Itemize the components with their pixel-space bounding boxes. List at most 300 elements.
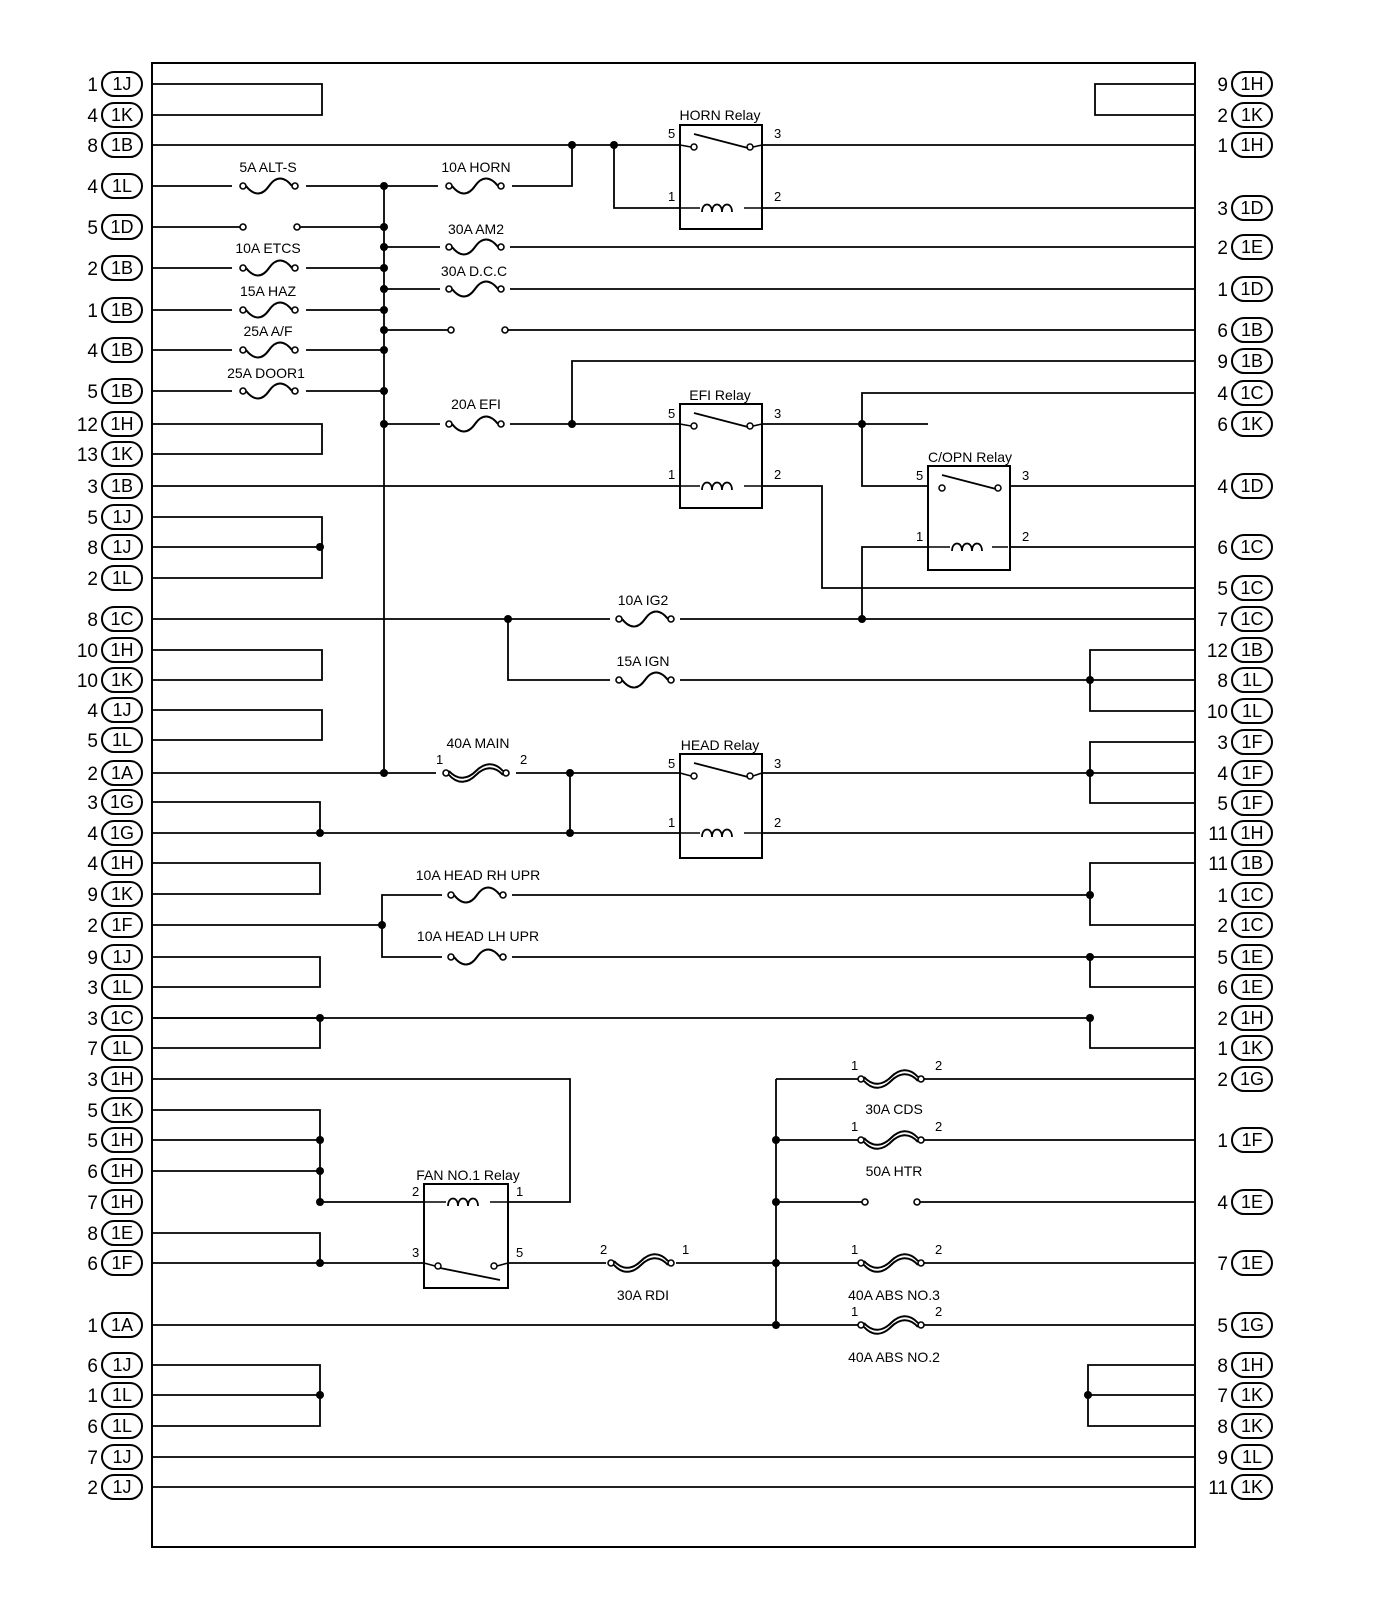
left-connector-34	[87, 1190, 142, 1214]
connector-id: 1C	[1240, 578, 1264, 598]
right-connector-8	[1217, 381, 1272, 405]
connector-pin-number: 8	[87, 136, 98, 157]
left-connector-29	[87, 1036, 142, 1060]
right-connector-7	[1217, 349, 1272, 373]
right-connector-23	[1217, 913, 1272, 937]
fuse-ig2-label: 10A IG2	[617, 592, 669, 608]
connector-pin-number: 3	[1217, 199, 1228, 220]
connector-id: 1E	[1240, 947, 1264, 967]
right-connector-11	[1217, 535, 1272, 559]
connector-pin-number: 11	[1208, 854, 1228, 875]
right-connector-30	[1217, 1190, 1272, 1214]
connector-id: 1C	[1240, 915, 1264, 935]
left-connector-12	[87, 505, 142, 529]
left-connector-14	[87, 566, 142, 590]
connector-id: 1C	[1240, 885, 1264, 905]
connector-id: 1K	[1240, 1038, 1264, 1058]
svg-text:1: 1	[851, 1058, 859, 1073]
connector-pin-number: 8	[87, 610, 98, 631]
connector-id: 1H	[110, 414, 134, 434]
connector-pin-number: 1	[87, 301, 98, 322]
connector-id: 1K	[110, 884, 134, 904]
fuse-symbols	[240, 179, 924, 1334]
connector-id: 1B	[1240, 853, 1264, 873]
connector-id: 1K	[110, 670, 134, 690]
connector-pin-number: 5	[1217, 579, 1228, 600]
connector-id: 1B	[110, 300, 134, 320]
connector-pin-number: 7	[1217, 1386, 1228, 1407]
svg-text:5: 5	[668, 126, 676, 141]
fuse-main-label: 40A MAIN	[446, 735, 510, 751]
connector-id: 1D	[1240, 279, 1264, 299]
left-connector-5	[87, 256, 142, 280]
connector-id: 1F	[111, 1253, 133, 1273]
left-connector-37	[87, 1313, 142, 1337]
left-connector-20	[87, 761, 142, 785]
efi-relay	[668, 387, 781, 508]
fuse-horn-label: 10A HORN	[441, 159, 511, 175]
svg-text:5: 5	[668, 756, 676, 771]
svg-text:1: 1	[916, 529, 924, 544]
left-connector-41	[87, 1445, 142, 1469]
connector-id: 1H	[110, 640, 134, 660]
horn-relay	[668, 107, 781, 229]
connector-pin-number: 5	[1217, 794, 1228, 815]
connector-id: 1C	[110, 1008, 134, 1028]
connector-pin-number: 5	[1217, 1316, 1228, 1337]
connector-pin-number: 1	[1217, 280, 1228, 301]
left-connector-24	[87, 882, 142, 906]
fuse-htr-label: 50A HTR	[865, 1163, 923, 1179]
left-connector-32	[87, 1128, 142, 1152]
connector-pin-number: 6	[87, 1162, 98, 1183]
svg-text:2: 2	[935, 1242, 943, 1257]
right-connector-35	[1217, 1414, 1272, 1438]
right-connector-4	[1217, 235, 1272, 259]
left-connector-30	[87, 1067, 142, 1091]
connector-id: 1L	[111, 568, 133, 588]
right-connector-20	[1208, 821, 1272, 845]
connector-pin-number: 6	[1217, 538, 1228, 559]
head-relay	[668, 737, 781, 858]
left-connector-column	[77, 72, 142, 1499]
right-connector-17	[1217, 730, 1272, 754]
connector-pin-number: 12	[76, 415, 98, 436]
fuse-labels	[227, 159, 943, 1365]
connector-pin-number: 9	[87, 885, 98, 906]
right-connector-25	[1217, 975, 1272, 999]
svg-text:2: 2	[520, 752, 528, 767]
connector-id: 1J	[112, 74, 132, 94]
left-connector-3	[87, 174, 142, 198]
right-connector-28	[1217, 1067, 1272, 1091]
connector-pin-number: 9	[1217, 352, 1228, 373]
connector-pin-number: 8	[1217, 671, 1228, 692]
right-connector-26	[1217, 1006, 1272, 1030]
svg-text:3: 3	[412, 1245, 420, 1260]
svg-text:1: 1	[668, 815, 676, 830]
connector-id: 1L	[111, 1038, 133, 1058]
connector-id: 1D	[1240, 476, 1264, 496]
connector-id: 1E	[110, 1223, 134, 1243]
connector-pin-number: 6	[87, 1356, 98, 1377]
left-connector-22	[87, 821, 142, 845]
connector-id: 1F	[1241, 793, 1263, 813]
fan1-relay	[412, 1167, 523, 1288]
right-connector-29	[1217, 1128, 1272, 1152]
connector-id: 1L	[1241, 701, 1263, 721]
connector-id: 1L	[111, 1385, 133, 1405]
svg-text:5: 5	[916, 468, 924, 483]
svg-text:2: 2	[412, 1184, 420, 1199]
connector-pin-number: 4	[87, 177, 98, 198]
connector-pin-number: 7	[87, 1039, 98, 1060]
left-connector-39	[87, 1383, 142, 1407]
fuse-abs2-label: 40A ABS NO.2	[848, 1349, 940, 1365]
connector-pin-number: 1	[87, 1386, 98, 1407]
left-connector-4	[87, 215, 142, 239]
left-connector-38	[87, 1353, 142, 1377]
left-connector-40	[87, 1414, 142, 1438]
svg-text:3: 3	[774, 756, 782, 771]
connector-pin-number: 5	[87, 1101, 98, 1122]
connector-id: 1H	[1240, 823, 1264, 843]
right-connector-column	[1207, 72, 1272, 1499]
connector-pin-number: 5	[87, 382, 98, 403]
connector-id: 1J	[112, 1447, 132, 1467]
connector-pin-number: 4	[87, 341, 98, 362]
svg-text:2: 2	[1022, 529, 1030, 544]
connector-pin-number: 2	[1217, 1009, 1228, 1030]
svg-text:2: 2	[774, 467, 782, 482]
connector-pin-number: 7	[87, 1448, 98, 1469]
connector-pin-number: 4	[1217, 477, 1228, 498]
connector-pin-number: 5	[87, 218, 98, 239]
left-connector-15	[87, 607, 142, 631]
connector-id: 1H	[110, 1130, 134, 1150]
right-connector-18	[1217, 761, 1272, 785]
right-connector-12	[1217, 576, 1272, 600]
connector-id: 1G	[1239, 1069, 1265, 1089]
connector-pin-number: 9	[1217, 1448, 1228, 1469]
connector-id: 1H	[110, 1192, 134, 1212]
left-connector-28	[87, 1006, 142, 1030]
connector-pin-number: 4	[87, 854, 98, 875]
connector-id: 1A	[110, 1315, 134, 1335]
connector-pin-number: 11	[1208, 824, 1228, 845]
connector-id: 1L	[111, 1416, 133, 1436]
connector-id: 1G	[109, 823, 135, 843]
connector-pin-number: 6	[87, 1417, 98, 1438]
connector-pin-number: 1	[87, 1316, 98, 1337]
left-connector-19	[87, 728, 142, 752]
fuse-etcs-label: 10A ETCS	[235, 240, 301, 256]
left-connector-11	[87, 474, 142, 498]
fuse-door1-label: 25A DOOR1	[227, 365, 305, 381]
svg-text:1: 1	[682, 1242, 690, 1257]
right-connector-9	[1217, 412, 1272, 436]
connector-pin-number: 7	[1217, 1254, 1228, 1275]
right-connector-14	[1207, 638, 1272, 662]
left-connector-16	[77, 638, 142, 662]
connector-pin-number: 3	[1217, 733, 1228, 754]
connector-pin-number: 6	[1217, 415, 1228, 436]
connector-pin-number: 1	[1217, 1131, 1228, 1152]
connector-id: 1B	[110, 381, 134, 401]
svg-text:5: 5	[668, 406, 676, 421]
right-connector-0	[1217, 72, 1272, 96]
svg-text:2: 2	[935, 1304, 943, 1319]
left-connector-9	[77, 412, 142, 436]
connector-id: 1F	[111, 915, 133, 935]
svg-text:3: 3	[774, 126, 782, 141]
fuse-rdi-label: 30A RDI	[616, 1287, 670, 1303]
connector-pin-number: 6	[1217, 321, 1228, 342]
connector-id: 1B	[110, 340, 134, 360]
fuse-am2-label: 30A AM2	[447, 221, 505, 237]
connector-pin-number: 2	[87, 764, 98, 785]
connector-id: 1H	[110, 853, 134, 873]
connector-pin-number: 2	[1217, 238, 1228, 259]
connector-pin-number: 3	[87, 477, 98, 498]
connector-pin-number: 2	[1217, 106, 1228, 127]
connector-pin-number: 2	[1217, 1070, 1228, 1091]
left-connector-33	[87, 1159, 142, 1183]
right-connector-36	[1217, 1445, 1272, 1469]
connector-pin-number: 6	[87, 1254, 98, 1275]
connector-pin-number: 4	[87, 701, 98, 722]
connector-pin-number: 7	[1217, 610, 1228, 631]
right-connector-16	[1207, 699, 1272, 723]
left-connector-21	[87, 790, 142, 814]
connector-id: 1J	[112, 537, 132, 557]
connector-id: 1E	[1240, 1192, 1264, 1212]
connector-pin-number: 6	[1217, 978, 1228, 999]
connector-pin-number: 8	[87, 538, 98, 559]
right-connector-33	[1217, 1353, 1272, 1377]
connector-pin-number: 2	[87, 569, 98, 590]
copn-relay-label: C/OPN Relay	[927, 449, 1013, 465]
connector-id: 1J	[112, 1477, 132, 1497]
connector-pin-number: 11	[1208, 1478, 1228, 1499]
connector-id: 1B	[110, 135, 134, 155]
connector-pin-number: 2	[87, 1478, 98, 1499]
connector-pin-number: 10	[76, 641, 98, 662]
left-connector-10	[77, 442, 142, 466]
left-connector-2	[87, 133, 142, 157]
connector-pin-number: 9	[87, 948, 98, 969]
connector-id: 1K	[1240, 105, 1264, 125]
fuse-abs3-label: 40A ABS NO.3	[848, 1287, 940, 1303]
left-connector-23	[87, 851, 142, 875]
connector-pin-number: 8	[1217, 1356, 1228, 1377]
left-connector-7	[87, 338, 142, 362]
connector-pin-number: 5	[1217, 948, 1228, 969]
right-connector-1	[1217, 103, 1272, 127]
connector-pin-number: 1	[1217, 136, 1228, 157]
connector-id: 1L	[111, 977, 133, 997]
left-connector-1	[87, 103, 142, 127]
connector-id: 1C	[1240, 537, 1264, 557]
connector-id: 1B	[1240, 640, 1264, 660]
head-relay-label: HEAD Relay	[680, 737, 760, 753]
svg-text:2: 2	[774, 815, 782, 830]
horn-relay-label: HORN Relay	[679, 107, 761, 123]
fuse-cds-label: 30A CDS	[865, 1101, 923, 1117]
right-connector-5	[1217, 277, 1272, 301]
connector-id: 1H	[1240, 135, 1264, 155]
connector-pin-number: 4	[87, 824, 98, 845]
connector-id: 1K	[110, 1100, 134, 1120]
connector-pin-number: 10	[1206, 702, 1228, 723]
connector-id: 1E	[1240, 1253, 1264, 1273]
left-connector-26	[87, 945, 142, 969]
connector-pin-number: 3	[87, 793, 98, 814]
svg-text:2: 2	[935, 1119, 943, 1134]
svg-text:2: 2	[600, 1242, 608, 1257]
connector-id: 1H	[110, 1161, 134, 1181]
right-connector-19	[1217, 791, 1272, 815]
fuse-ign-label: 15A IGN	[616, 653, 670, 669]
connector-id: 1H	[1240, 1008, 1264, 1028]
right-connector-24	[1217, 945, 1272, 969]
svg-text:1: 1	[436, 752, 444, 767]
right-connector-21	[1208, 851, 1272, 875]
fan1-relay-label: FAN NO.1 Relay	[416, 1167, 520, 1183]
left-connector-0	[87, 72, 142, 96]
left-connector-42	[87, 1475, 142, 1499]
connector-id: 1K	[1240, 1416, 1264, 1436]
connector-pin-number: 1	[1217, 886, 1228, 907]
connector-id: 1H	[110, 1069, 134, 1089]
connector-pin-number: 8	[87, 1224, 98, 1245]
left-connector-13	[87, 535, 142, 559]
connector-id: 1F	[1241, 1130, 1263, 1150]
right-connector-6	[1217, 318, 1272, 342]
copn-relay	[916, 449, 1029, 570]
connector-id: 1E	[1240, 237, 1264, 257]
connector-id: 1F	[1241, 763, 1263, 783]
right-connector-32	[1217, 1313, 1272, 1337]
right-connector-2	[1217, 133, 1272, 157]
fuse-efi-label: 20A EFI	[451, 396, 501, 412]
connector-pin-number: 1	[1217, 1039, 1228, 1060]
svg-text:1: 1	[851, 1119, 859, 1134]
svg-text:1: 1	[851, 1242, 859, 1257]
right-connector-27	[1217, 1036, 1272, 1060]
connector-id: 1B	[1240, 320, 1264, 340]
left-connector-18	[87, 698, 142, 722]
connector-id: 1J	[112, 700, 132, 720]
connector-id: 1B	[1240, 351, 1264, 371]
connector-id: 1L	[111, 730, 133, 750]
connector-pin-number: 3	[87, 1070, 98, 1091]
left-connector-36	[87, 1251, 142, 1275]
fuse-haz-label: 15A HAZ	[239, 283, 297, 299]
left-connector-27	[87, 975, 142, 999]
left-connector-8	[87, 379, 142, 403]
svg-text:1: 1	[516, 1184, 524, 1199]
connector-id: 1B	[110, 476, 134, 496]
left-connector-17	[77, 668, 142, 692]
right-connector-3	[1217, 196, 1272, 220]
connector-pin-number: 4	[1217, 1193, 1228, 1214]
connector-id: 1K	[110, 444, 134, 464]
connector-pin-number: 10	[76, 671, 98, 692]
connector-id: 1C	[1240, 609, 1264, 629]
right-connector-15	[1217, 668, 1272, 692]
svg-text:3: 3	[774, 406, 782, 421]
right-connector-37	[1208, 1475, 1272, 1499]
svg-text:3: 3	[1022, 468, 1030, 483]
svg-text:5: 5	[516, 1245, 524, 1260]
connector-pin-number: 5	[87, 508, 98, 529]
connector-pin-number: 4	[1217, 764, 1228, 785]
connector-id: 1K	[110, 105, 134, 125]
connector-pin-number: 12	[1206, 641, 1228, 662]
fuse-dcc-label: 30A D.C.C	[440, 263, 508, 279]
right-connector-31	[1217, 1251, 1272, 1275]
efi-relay-label: EFI Relay	[689, 387, 751, 403]
connector-id: 1H	[1240, 74, 1264, 94]
connector-id: 1E	[1240, 977, 1264, 997]
connector-pin-number: 9	[1217, 75, 1228, 96]
connector-id: 1K	[1240, 1385, 1264, 1405]
connector-id: 1F	[1241, 732, 1263, 752]
left-connector-31	[87, 1098, 142, 1122]
connector-id: 1L	[111, 176, 133, 196]
svg-text:1: 1	[668, 467, 676, 482]
connector-id: 1J	[112, 947, 132, 967]
connector-pin-number: 5	[87, 731, 98, 752]
left-connector-6	[87, 298, 142, 322]
connector-pin-number: 1	[87, 75, 98, 96]
wires	[152, 84, 1195, 1487]
right-connector-34	[1217, 1383, 1272, 1407]
right-connector-22	[1217, 883, 1272, 907]
left-connector-25	[87, 913, 142, 937]
svg-text:2: 2	[935, 1058, 943, 1073]
connector-id: 1C	[110, 609, 134, 629]
fuse-af-label: 25A A/F	[243, 323, 293, 339]
connector-id: 1K	[1240, 414, 1264, 434]
left-connector-35	[87, 1221, 142, 1245]
connector-pin-number: 3	[87, 1009, 98, 1030]
connector-pin-number: 5	[87, 1131, 98, 1152]
fuse-alt-s-label: 5A ALT-S	[239, 159, 297, 175]
fuse-head-rh-label: 10A HEAD RH UPR	[415, 867, 541, 883]
connector-pin-number: 2	[87, 259, 98, 280]
connector-pin-number: 13	[76, 445, 98, 466]
fuse-head-lh-label: 10A HEAD LH UPR	[416, 928, 540, 944]
right-connector-13	[1217, 607, 1272, 631]
svg-text:2: 2	[774, 189, 782, 204]
connector-id: 1H	[1240, 1355, 1264, 1375]
connector-pin-number: 8	[1217, 1417, 1228, 1438]
connector-pin-number: 3	[87, 978, 98, 999]
right-connector-10	[1217, 474, 1272, 498]
connector-pin-number: 4	[87, 106, 98, 127]
connector-pin-number: 7	[87, 1193, 98, 1214]
svg-text:1: 1	[851, 1304, 859, 1319]
connector-id: 1C	[1240, 383, 1264, 403]
connector-id: 1G	[109, 792, 135, 812]
connector-pin-number: 2	[1217, 916, 1228, 937]
connector-id: 1K	[1240, 1477, 1264, 1497]
connector-pin-number: 2	[87, 916, 98, 937]
connector-id: 1B	[110, 258, 134, 278]
connector-pin-number: 4	[1217, 384, 1228, 405]
